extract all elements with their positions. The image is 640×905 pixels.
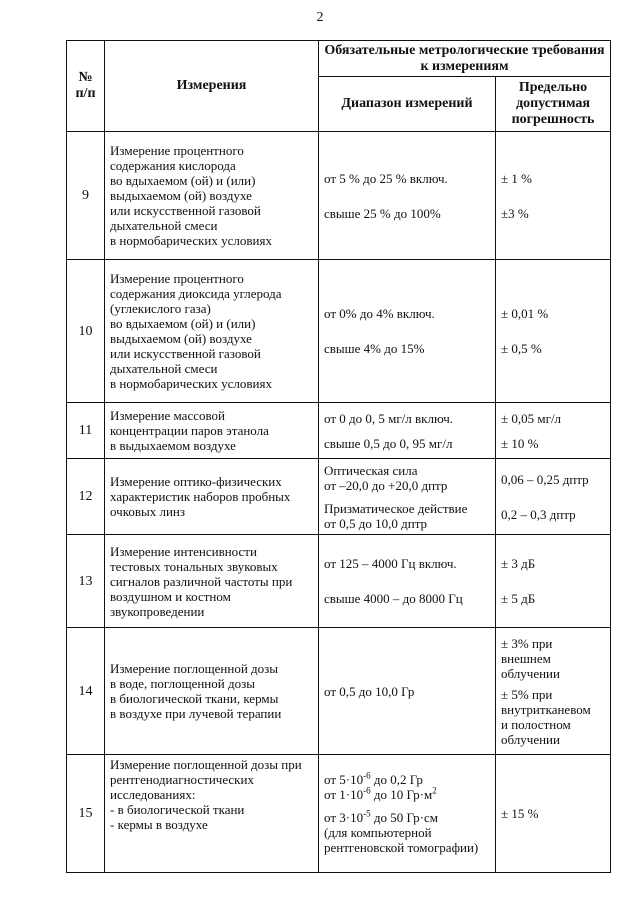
table-row: [67, 535, 611, 628]
range-cell: от 0,5 до 10,0 Гр: [319, 628, 496, 755]
error-cell: ± 3 дБ ± 5 дБ: [496, 535, 611, 628]
error-cell: ± 3% при внешнем облучении ± 5% при внутритканевом и полостном облучении: [496, 628, 611, 755]
row-number: 11: [67, 403, 105, 459]
range-cell: от 125 – 4000 Гц включ. свыше 4000 – до 8000 Гц: [319, 535, 496, 628]
header-num: № п/п: [67, 41, 105, 132]
error-cell: ± 15 %: [496, 755, 611, 873]
error-cell: ± 0,05 мг/л ± 10 %: [496, 403, 611, 459]
row-number: 13: [67, 535, 105, 628]
range-cell: Оптическая сила от –20,0 до +20,0 дптр Призматическое действие от 0,5 до 10,0 дптр: [319, 459, 496, 535]
row-number: 14: [67, 628, 105, 755]
row-number: 12: [67, 459, 105, 535]
measurement-cell: Измерение интенсивности тестовых тональных звуковых сигналов различной частоты при воздушном и костном звукопроведении: [105, 535, 319, 628]
measurement-cell: Измерение поглощенной дозы при рентгенодиагностических исследованиях: - в биологической ткани - кермы в воздухе: [105, 755, 319, 873]
table-row: [67, 260, 611, 403]
header-range: Диапазон измерений: [319, 77, 496, 132]
header-requirements: Обязательные метрологические требования к измерениям: [319, 41, 611, 77]
requirements-table: [66, 40, 611, 873]
measurement-cell: Измерение процентного содержания кислорода во вдыхаемом (ой) и (или) выдыхаемом (ой) воздухе или искусственной газовой дыхательной смеси в нормобарических условиях: [105, 132, 319, 260]
table-row: [67, 403, 611, 459]
row-number: 10: [67, 260, 105, 403]
error-cell: ± 0,01 % ± 0,5 %: [496, 260, 611, 403]
page-number: 2: [316, 10, 324, 25]
row-number: 9: [67, 132, 105, 260]
range-cell: от 5 % до 25 % включ. свыше 25 % до 100%: [319, 132, 496, 260]
range-cell: от 0 до 0, 5 мг/л включ. свыше 0,5 до 0, 95 мг/л: [319, 403, 496, 459]
error-cell: 0,06 – 0,25 дптр 0,2 – 0,3 дптр: [496, 459, 611, 535]
measurement-cell: Измерение массовой концентрации паров этанола в выдыхаемом воздухе: [105, 403, 319, 459]
table-row: [67, 628, 611, 755]
table-row: [67, 755, 611, 873]
measurement-cell: Измерение оптико-физических характеристик наборов пробных очковых линз: [105, 459, 319, 535]
measurement-cell: Измерение процентного содержания диоксида углерода (углекислого газа) во вдыхаемом (ой) и (или) выдыхаемом (ой) воздухе или искусственной газовой дыхательной смеси в нормобарических условиях: [105, 260, 319, 403]
row-number: 15: [67, 755, 105, 873]
header-error: Предельно допустимая погрешность: [496, 77, 611, 132]
range-cell: от $5\cdot 10^{-6}$ до 0,2 Гр от $1\cdot 10^{-6}$ до 10 $Гр\cdot м^2$ от $3\cdot 10^{-5}$ до 50 Гр·см (для компьютерной рентгеновской томографии): [319, 755, 496, 873]
range-cell: от 0% до 4% включ. свыше 4% до 15%: [319, 260, 496, 403]
table-row: [67, 459, 611, 535]
measurement-cell: Измерение поглощенной дозы в воде, поглощенной дозы в биологической ткани, кермы в воздухе при лучевой терапии: [105, 628, 319, 755]
error-cell: ± 1 % ±3 %: [496, 132, 611, 260]
header-measurement: Измерения: [105, 41, 319, 132]
table-row: [67, 132, 611, 260]
